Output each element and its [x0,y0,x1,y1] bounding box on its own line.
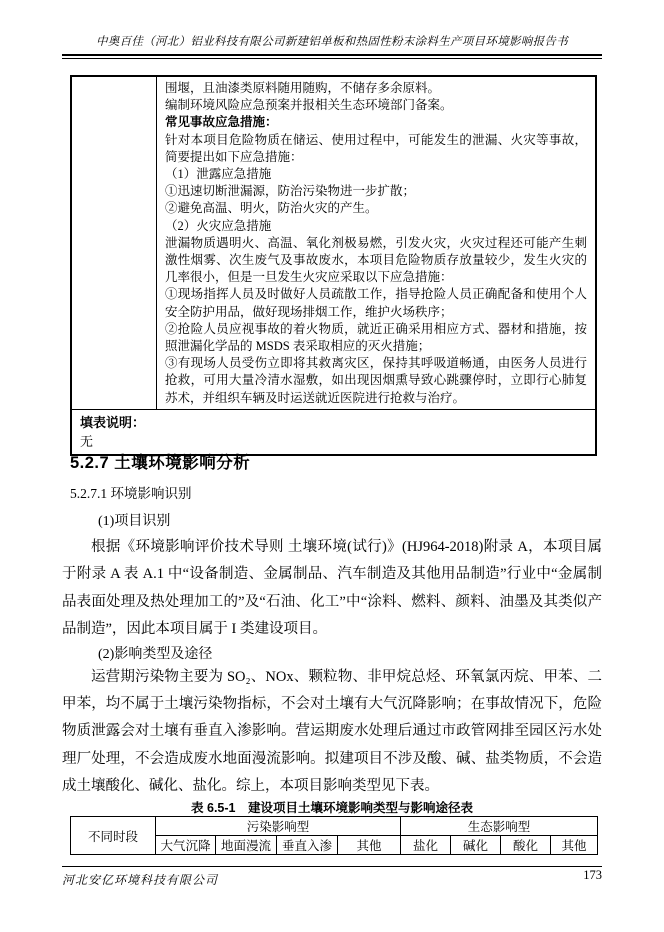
risk-line: ②抢险人员应视事故的着火物质，就近正确采用相应方式、器材和措施，按照泄漏化学品的 MSDS 表采取相应的灭火措施； [165,321,587,354]
note-label: 填表说明： [80,414,146,430]
risk-table-content-cell [157,77,595,409]
risk-line: 编制环境风险应急预案并报相关生态环境部门备案。 [165,98,453,113]
risk-table-note-row [72,409,595,454]
risk-line-subheading: 常见事故应急措施： [165,115,278,130]
risk-line: 围堰，且油漆类原料随用随购，不储存多余原料。 [165,81,441,95]
risk-line: ①现场指挥人员及时做好人员疏散工作，指导抢险人员正确配备和使用个人安全防护用品，做好现场排烟工作，维护火场秩序； [165,287,587,319]
footer-page-number: 173 [583,868,602,882]
risk-line: 针对本项目危险物质在储运、使用过程中，可能发生的泄漏、火灾等事故，简要提出如下应急措施： [165,132,587,164]
col-header-ecology-other: 其他 [551,836,598,855]
col-header-acidification: 酸化 [501,836,551,855]
impact-table-caption: 表 6.5-1 建设项目土壤环境影响类型与影响途径表 [191,801,473,815]
risk-line: 泄漏物质遇明火、高温、氧化剂极易燃，引发火灾，火灾过程还可能产生刺激性烟雾、次生废气及事故废水，本项目危险物质存放量较少，发生火灾的几率很小，但是一旦发生火灾应采取以下应急措施： [165,235,587,285]
risk-table-empty-label-cell [72,77,157,409]
col-header-pollution-other: 其他 [338,836,401,855]
col-header-salinization: 盐化 [401,836,451,855]
note-value: 无 [80,434,94,450]
section-heading: 5.2.7 土壤环境影响分析 [70,454,251,472]
group-header-pollution: 污染影响型 [156,817,401,836]
risk-line: （1）泄露应急措施 [165,167,272,182]
footer-rule [62,866,602,867]
col-header-period: 不同时段 [71,817,156,855]
group-header-ecology: 生态影响型 [401,817,598,836]
risk-line: ①迅速切断泄漏源，防治污染物进一步扩散； [165,184,416,199]
col-header-vertical-infiltration: 垂直入渗 [277,836,338,855]
impact-type-table [70,816,598,855]
list-item-project-identification: (1)项目识别 [98,514,171,529]
subsection-heading: 5.2.7.1 环境影响识别 [70,486,192,501]
col-header-surface-runoff: 地面漫流 [216,836,277,855]
col-header-alkalization: 碱化 [451,836,501,855]
risk-line: ③有现场人员受伤立即将其救离灾区，保持其呼吸道畅通，由医务人员进行抢救，可用大量冷清水湿敷，如出现因烟熏导致心跳骤停时，立即行心肺复苏术，并组织车辆及时运送就近医院进行抢救与治疗。 [165,356,587,405]
risk-line: ②避免高温、明火，防治火灾的产生。 [165,201,378,216]
col-header-atmospheric-deposition: 大气沉降 [156,836,216,855]
risk-line: （2）火灾应急措施 [165,218,272,233]
footer-company-name: 河北安亿环境科技有限公司 [62,873,219,887]
risk-table-body [72,77,595,409]
list-item-impact-type: (2)影响类型及途径 [98,647,213,662]
risk-measures-table [70,75,597,456]
paragraph-project-identification: 根据《环境影响评价技术导则 土壤环境(试行)》(HJ964-2018)附录 A，本项目属于附录 A 表 A.1 中“设备制造、金属制品、汽车制造及其他用品制造”行业中“金属制品表面处理及热处理加工的”及“石油、化工”中“涂料、燃料、颜料、油墨及其类似产品制造”，因此本项目属于 I 类建设项目。 [62,539,602,638]
paragraph-impact-type: 运营期污染物主要为 SO₂、NOx、颗粒物、非甲烷总烃、环氧氯丙烷、甲苯、二甲苯，均不属于土壤污染物指标，不会对土壤有大气沉降影响；在事故情况下，危险物质泄露会对土壤有垂直入渗影响。营运期废水处理后通过市政管网排至园区污水处理厂处理，不会造成废水地面漫流影响。拟建项目不涉及酸、碱、盐类物质，不会造成土壤酸化、碱化、盐化。综上，本项目影响类型见下表。 [62,669,602,794]
header-double-rule [62,54,602,59]
running-header-title: 中奥百佳（河北）铝业科技有限公司新建铝单板和热固性粉末涂料生产项目环境影响报告书 [96,36,568,48]
